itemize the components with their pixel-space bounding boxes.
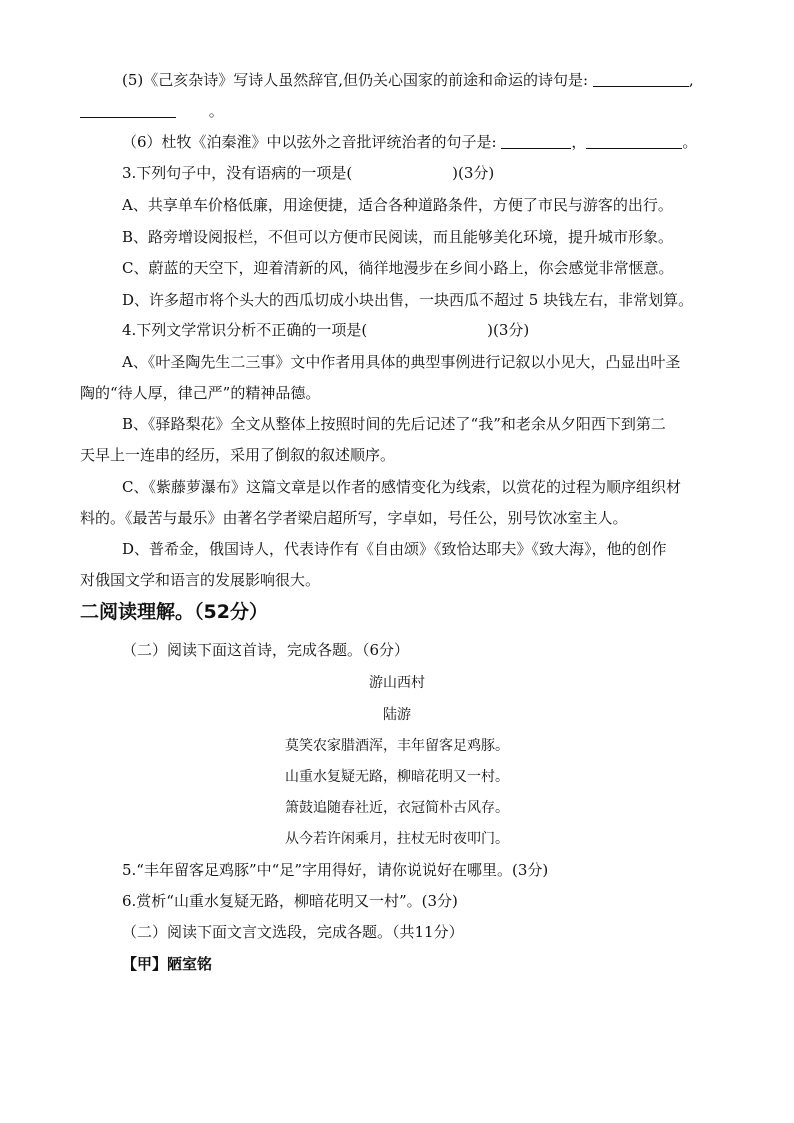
q4-option-d-line2: 对俄国文学和语言的发展影响很大。 [80, 571, 321, 589]
classical-intro: （二）阅读下面文言文选段，完成各题。（共11分） [122, 923, 464, 941]
poem-line-2: 山重水复疑无路，柳暗花明又一村。 [285, 769, 509, 785]
q5-line [122, 70, 694, 90]
q6-poem-comma: ， [571, 133, 587, 151]
q3-option-d: D、许多超市将个头大的西瓜切成小块出售，一块西瓜不超过 5 块钱左右，非常划算。 [122, 291, 694, 309]
q4-stem-text: 4.下列文学常识分析不正确的一项是( [122, 321, 368, 339]
poem-line-4: 从今若许闲乘月，拄杖无时夜叩门。 [285, 831, 509, 847]
q3-option-b: B、路旁增设阅报栏，不但可以方便市民阅读，而且能够美化环境，提升城市形象。 [122, 228, 674, 246]
q4-score: )(3分) [487, 321, 530, 339]
q4-stem [122, 320, 529, 340]
q5-blank-1[interactable] [593, 71, 689, 87]
q6-poem-end: 。 [682, 133, 698, 151]
q3-option-a: A、共享单车价格低廉，用途便捷，适合各种道路条件，方便了市民与游客的出行。 [122, 196, 673, 214]
q3-score: )(3分) [452, 164, 495, 182]
q4-option-d-line1: D、普希金，俄国诗人，代表诗作有《自由颂》《致恰达耶夫》《致大海》，他的创作 [122, 540, 667, 558]
q5-end: 。 [208, 102, 224, 120]
q5-blank-2[interactable] [80, 102, 176, 118]
q4-option-b-line2: 天早上一连串的经历，采用了倒叙的叙述顺序。 [80, 446, 396, 464]
q4-option-c-line2: 料的。《最苦与最乐》由著名学者梁启超所写，字卓如，号任公，别号饮冰室主人。 [80, 509, 628, 527]
q4-option-c-line1: C、《紫藤萝瀑布》这篇文章是以作者的感情变化为线索，以赏花的过程为顺序组织材 [122, 478, 681, 496]
q3-stem-text: 3.下列句子中，没有语病的一项是( [122, 164, 353, 182]
q4-option-a-line2: 陶的“待人厚，律己严”的精神品德。 [80, 384, 321, 402]
q6-poem-line [122, 132, 697, 152]
section-heading: 二阅读理解。（52分） [80, 601, 268, 623]
q3-stem [122, 163, 494, 183]
poem-intro: （二）阅读下面这首诗，完成各题。（6分） [122, 641, 410, 659]
poem-line-1: 莫笑农家腊酒浑，丰年留客足鸡豚。 [285, 738, 509, 754]
q6-poem-prefix: （6）杜牧《泊秦淮》中以弦外之音批评统治者的句子是: [122, 133, 497, 151]
q3-option-c: C、蔚蓝的天空下，迎着清新的风，徜徉地漫步在乡间小路上，你会感觉非常惬意。 [122, 259, 674, 277]
q5-comma: , [688, 71, 694, 89]
q5-line-2 [80, 101, 224, 121]
classical-jia-title: 【甲】陋室铭 [122, 955, 213, 973]
poem-author: 陆游 [383, 707, 411, 723]
q6-poem-blank-2[interactable] [586, 133, 682, 149]
q6-poem-blank-1[interactable] [501, 133, 571, 149]
q4-option-a-line1: A、《叶圣陶先生二三事》文中作者用具体的典型事例进行记叙以小见大，凸显出叶圣 [122, 353, 681, 371]
q6-reading: 6.赏析“山重水复疑无路，柳暗花明又一村”。(3分) [122, 892, 458, 910]
poem-line-3: 箫鼓追随春社近，衣冠简朴古风存。 [285, 800, 509, 816]
q5-reading: 5.“丰年留客足鸡豚”中“足”字用得好，请你说说好在哪里。(3分) [122, 861, 549, 879]
poem-title: 游山西村 [369, 675, 425, 691]
q5-prefix: (5)《己亥杂诗》写诗人虽然辞官,但仍关心国家的前途和命运的诗句是: [122, 71, 589, 89]
q4-option-b-line1: B、《驿路梨花》全文从整体上按照时间的先后记述了“我”和老余从夕阳西下到第二 [122, 415, 666, 433]
